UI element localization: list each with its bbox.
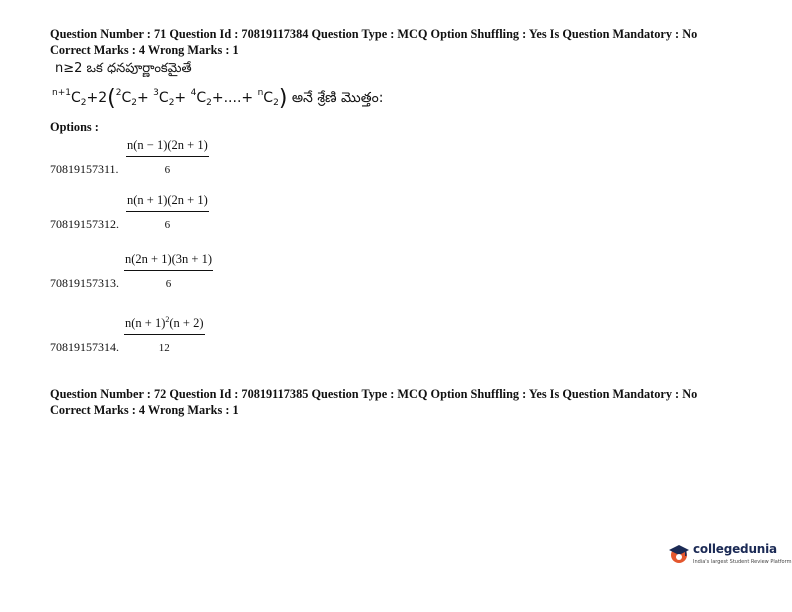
question-71-marks: Correct Marks : 4 Wrong Marks : 1 [50,43,239,57]
logo-tagline: India's largest Student Review Platform [693,559,792,565]
question-71-meta: Question Number : 71 Question Id : 70819117384 Question Type : MCQ Option Shuffling : Yes Is Question Mandatory : No [50,27,698,41]
option-3-formula [124,252,213,292]
collegedunia-logo [668,540,792,572]
option-4-numerator [124,312,205,335]
logo-name: collegedunia [693,542,777,556]
option-1-id: 70819157311. [50,162,119,176]
graduation-cap-icon [668,542,690,564]
question-72-meta: Question Number : 72 Question Id : 70819117385 Question Type : MCQ Option Shuffling : Yes Is Question Mandatory : No [50,387,698,401]
option-4-numerator-tail: (n + 2) [169,316,204,330]
option-2-numerator: n(n + 1)(2n + 1) [126,193,209,212]
question-71-condition: n≥2 ఒక ధనపూర్ణాంకమైతే [55,61,192,76]
option-1-numerator: n(n − 1)(2n + 1) [126,138,209,157]
option-2-denominator: 6 [164,219,171,231]
option-3-numerator: n(2n + 1)(3n + 1) [124,252,213,271]
option-2-formula [126,193,209,233]
question-72-header [50,386,750,418]
question-71-expression: $^{n+1}C_2+2(^2C_2+ ^3C_2+ ^4C_2+....+ ^nC_2)$ అనే శ్రేణి మొత్తం: [52,86,384,111]
option-1-denominator: 6 [164,164,171,176]
option-3-id: 70819157313. [50,276,119,290]
question-71-expression-suffix: అనే శ్రేణి మొత్తం: [291,90,384,106]
options-label: Options : [50,120,99,134]
option-3-denominator: 6 [165,278,172,290]
question-71-header [50,26,750,58]
option-4-denominator: 12 [158,342,170,354]
option-4-numerator-base: n(n + 1) [125,316,166,330]
option-2-id: 70819157312. [50,217,119,231]
option-1-formula [126,138,209,178]
question-72-marks: Correct Marks : 4 Wrong Marks : 1 [50,403,239,417]
option-4-id: 70819157314. [50,340,119,354]
option-4-numerator-exponent: 2 [165,315,170,324]
option-4-formula [124,312,205,356]
